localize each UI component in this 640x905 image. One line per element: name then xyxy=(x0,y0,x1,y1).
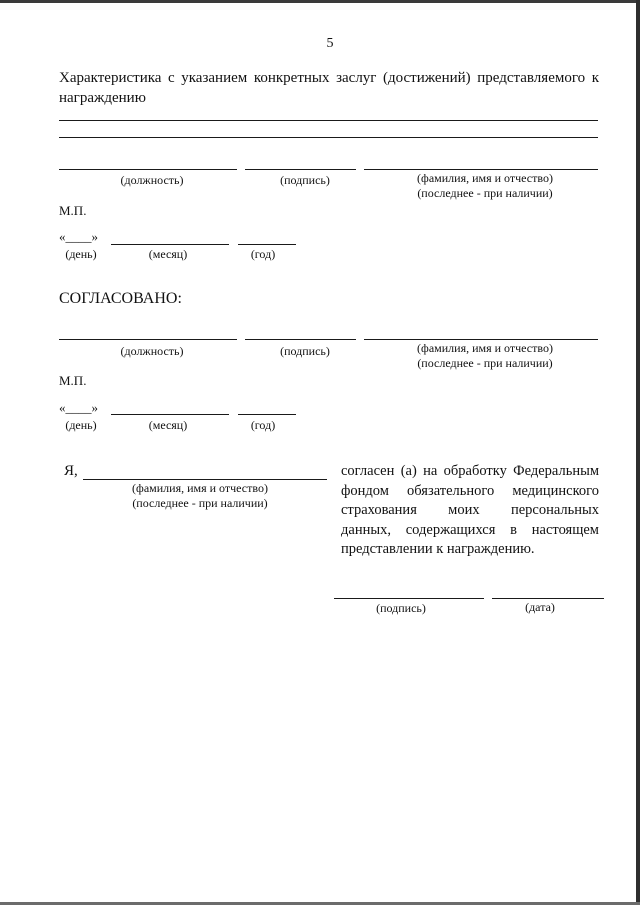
date-year-line-1[interactable] xyxy=(238,244,296,245)
consent-ya: Я, xyxy=(64,463,78,479)
day-caption-2: (день) xyxy=(65,418,97,432)
date-day-field-2: «____» xyxy=(59,400,98,415)
fio-note-caption-1: (последнее - при наличии) xyxy=(417,186,553,200)
consent-fio-line[interactable] xyxy=(83,479,327,480)
consent-signature-caption: (подпись) xyxy=(376,601,426,615)
signature-line-2[interactable] xyxy=(245,339,356,340)
date-year-line-2[interactable] xyxy=(238,414,296,415)
scan-edge-top xyxy=(0,0,640,3)
consent-text xyxy=(341,462,599,560)
signature-caption-2: (подпись) xyxy=(280,344,330,358)
date-month-line-1[interactable] xyxy=(111,244,229,245)
consent-text-line3: страхования моих персональных xyxy=(341,502,599,519)
consent-text-line5: представлении к награждению. xyxy=(341,541,535,558)
year-caption-2: (год) xyxy=(250,418,276,432)
consent-text-line4: данных, содержащихся в настоящем xyxy=(341,521,599,538)
consent-text-line2: фондом обязательного медицинского xyxy=(341,482,599,499)
month-caption-2: (месяц) xyxy=(148,418,188,432)
characteristic-line-2[interactable] xyxy=(59,137,598,138)
characteristic-heading xyxy=(59,68,599,108)
page-number: 5 xyxy=(326,36,334,51)
day-caption-1: (день) xyxy=(65,247,97,261)
characteristic-heading-line2: награждению xyxy=(59,90,146,106)
fio-note-caption-2: (последнее - при наличии) xyxy=(417,356,553,370)
agreed-heading: СОГЛАСОВАНО: xyxy=(59,290,182,307)
fio-line-2[interactable] xyxy=(364,339,598,340)
position-line-2[interactable] xyxy=(59,339,237,340)
consent-fio-note-caption: (последнее - при наличии) xyxy=(132,496,268,510)
date-day-field-1: «____» xyxy=(59,229,98,244)
position-caption-2: (должность) xyxy=(120,344,184,358)
fio-caption-1: (фамилия, имя и отчество) xyxy=(417,171,553,185)
characteristic-heading-line1: Характеристика с указанием конкретных заслуг (достижений) представляемого к xyxy=(59,70,599,86)
stamp-label-2: М.П. xyxy=(59,373,87,388)
position-line-1[interactable] xyxy=(59,169,237,170)
date-month-line-2[interactable] xyxy=(111,414,229,415)
signature-caption-1: (подпись) xyxy=(280,173,330,187)
characteristic-line-1[interactable] xyxy=(59,120,598,121)
consent-date-caption: (дата) xyxy=(525,600,555,614)
year-caption-1: (год) xyxy=(250,247,276,261)
month-caption-1: (месяц) xyxy=(148,247,188,261)
consent-text-line1: согласен (а) на обработку Федеральным xyxy=(341,463,599,479)
consent-signature-line[interactable] xyxy=(334,598,484,599)
position-caption-1: (должность) xyxy=(120,173,184,187)
consent-date-line[interactable] xyxy=(492,598,604,599)
fio-line-1[interactable] xyxy=(364,169,598,170)
fio-caption-2: (фамилия, имя и отчество) xyxy=(417,341,553,355)
scan-edge-right xyxy=(636,0,640,905)
stamp-label-1: М.П. xyxy=(59,203,87,218)
signature-line-1[interactable] xyxy=(245,169,356,170)
consent-fio-caption: (фамилия, имя и отчество) xyxy=(132,481,268,495)
